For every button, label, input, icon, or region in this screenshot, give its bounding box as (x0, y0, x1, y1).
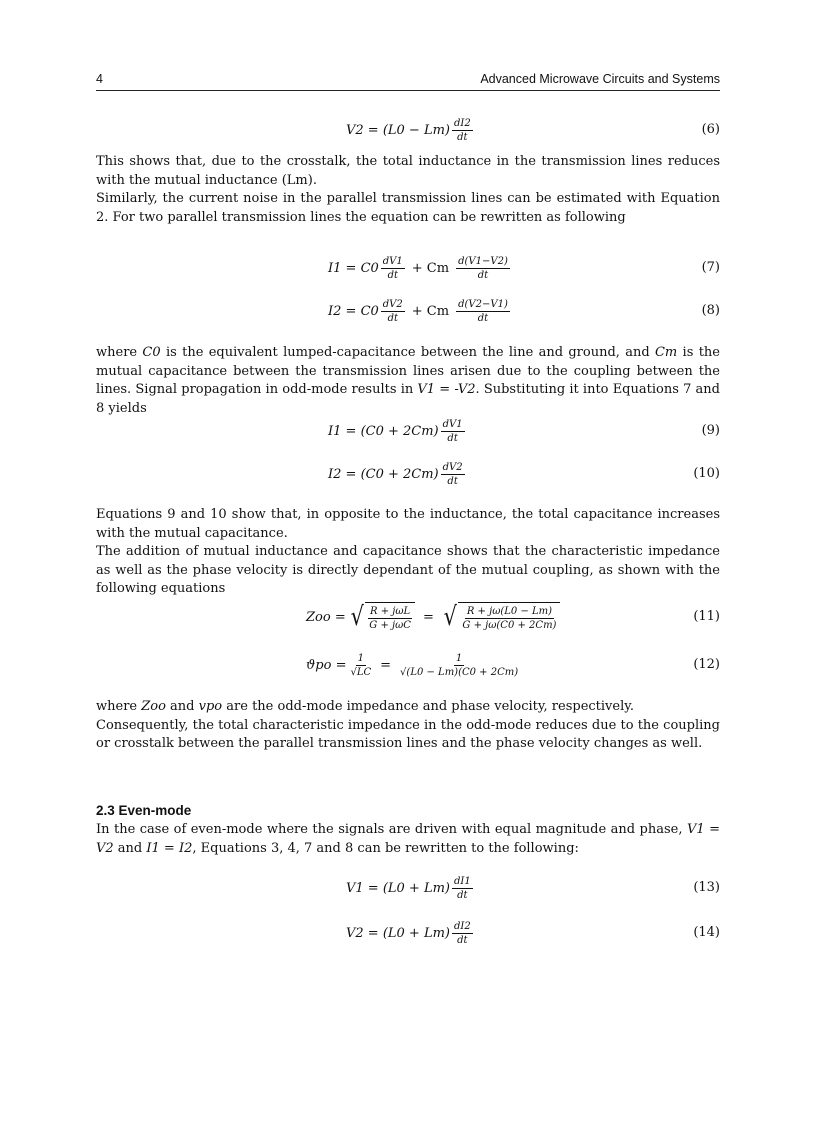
equation-8: I2 = C0 $\frac{dV2}{dt}$ + Cm $\frac{d(V2-V1)}{dt}$ (8) (328, 298, 720, 324)
section-heading-even-mode: 2.3 Even-mode (96, 803, 192, 818)
equation-12-number: (12) (693, 657, 720, 672)
equation-13: V1 = (L0 + Lm) $\frac{dI1}{dt}$ (13) (346, 875, 720, 901)
equation-6-lhs: V2 = (L0 − Lm) (346, 122, 450, 138)
equation-12: ϑpo = $\frac{1}{√LC}$ = $\frac{1}{√(L0 - Lm)(C0 + 2Cm)}$ (12) (306, 652, 720, 678)
equation-6-fraction: $\frac{dI2}{dt}$ (453, 117, 471, 143)
paragraph-odd-mode-conclusion: where Zoo and vpo are the odd-mode impedance and phase velocity, respectively. Consequently, the total characteristic impedance in the odd-mode reduces due to the coupling or crosstalk between the parallel transmission lines and the phase velocity changes as well. (96, 699, 720, 751)
equation-14: V2 = (L0 + Lm) $\frac{dI2}{dt}$ (14) (346, 920, 720, 946)
equation-8-number: (8) (701, 303, 720, 318)
equation-14-number: (14) (693, 925, 720, 940)
paragraph-even-mode-intro: In the case of even-mode where the signals are driven with equal magnitude and phase, V1 = V2 and I1 = I2, Equations 3, 4, 7 and 8 can be rewritten to the following: (96, 822, 720, 856)
paragraph-capacitance-increase: Equations 9 and 10 show that, in opposite to the inductance, the total capacitance increases with the mutual capacitance. The addition of mutual inductance and capacitance shows that the characteristic impedance as well as the phase velocity is directly dependant of the mutual coupling, as shown with the following equations (96, 507, 720, 596)
equation-6-number: (6) (701, 122, 720, 137)
equation-9: I1 = (C0 + 2Cm) $\frac{dV1}{dt}$ (9) (328, 418, 720, 444)
equation-7: I1 = C0 $\frac{dV1}{dt}$ + Cm $\frac{d(V1-V2)}{dt}$ (7) (328, 255, 720, 281)
equation-11: Zoo = √ $\frac{\text{R + jωL}}{\text{G + jωC}}$ = √ $\frac{R + j\omega(L0 - Lm)}{G + j\omega(C0 + 2Cm)}$ (11) (306, 602, 720, 632)
equation-13-number: (13) (693, 880, 720, 895)
equation-11-number: (11) (693, 609, 720, 624)
equation-7-number: (7) (701, 260, 720, 275)
running-title: Advanced Microwave Circuits and Systems (480, 72, 720, 86)
equation-10: I2 = (C0 + 2Cm) $\frac{dV2}{dt}$ (10) (328, 461, 720, 487)
page-number: 4 (96, 72, 103, 86)
running-header (96, 70, 720, 91)
equation-6 (96, 110, 720, 150)
paragraph-capacitance-definition: where C0 is the equivalent lumped-capacitance between the line and ground, and Cm is the mutual capacitance between the transmission lines arisen due to the coupling between the lines. Signal propagation in odd-mode results in V1 = -V2. Substituting it into Equations 7 and 8 yields (96, 345, 720, 416)
equation-10-number: (10) (693, 466, 720, 481)
equation-9-number: (9) (701, 423, 720, 438)
paragraph-crosstalk-inductance: This shows that, due to the crosstalk, the total inductance in the transmission lines reduces with the mutual inductance (Lm). Similarly, the current noise in the parallel transmission lines can be estimated with Equation 2. For two parallel transmission lines the equation can be rewritten as following (96, 154, 720, 225)
